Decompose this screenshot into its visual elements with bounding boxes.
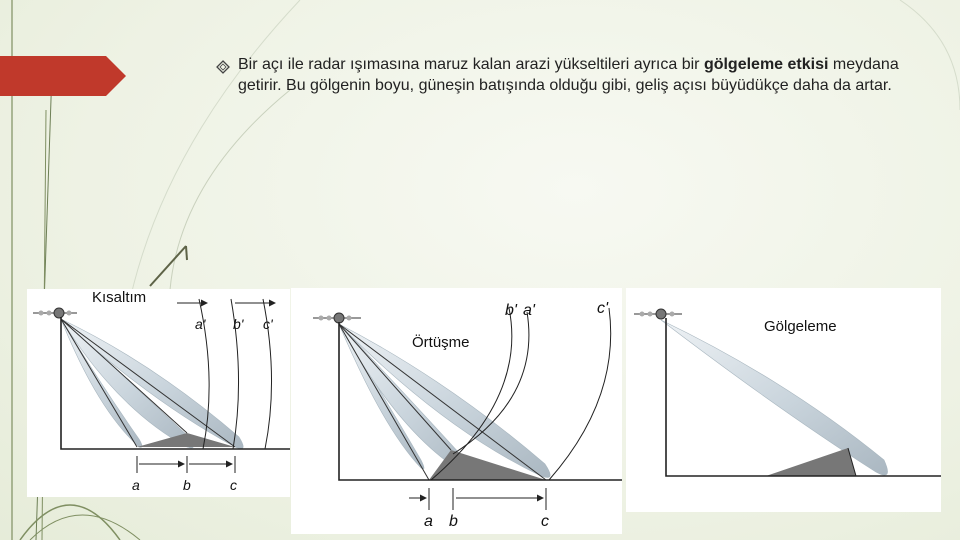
bullet-text: Bir açı ile radar ışımasına maruz kalan arazi yükseltileri ayrıca bir gölgeleme etkisi meydana getirir. Bu gölgenin boyu, güneşin batışında olduğu gibi, geliş açısı büyüdükçe daha da artar. bbox=[238, 56, 899, 94]
label-b-prime: b' bbox=[505, 302, 517, 319]
label-c-prime: c' bbox=[263, 316, 273, 332]
label-b-prime: b' bbox=[233, 316, 244, 332]
antenna-icon bbox=[313, 313, 361, 323]
accent-tab bbox=[0, 56, 126, 96]
figure-title-ortusme: Örtüşme bbox=[412, 334, 470, 351]
label-c: c bbox=[541, 513, 549, 530]
label-b: b bbox=[449, 513, 458, 530]
label-a-prime: a' bbox=[195, 316, 206, 332]
label-c-prime: c' bbox=[597, 300, 609, 317]
diamond-outline-icon bbox=[216, 60, 230, 74]
label-a: a bbox=[424, 513, 433, 530]
antenna-icon bbox=[634, 309, 682, 319]
label-c: c bbox=[230, 477, 237, 493]
figure-title-golgeleme: Gölgeleme bbox=[764, 318, 837, 335]
antenna-icon bbox=[33, 308, 77, 318]
figure-title-kisaltim: Kısaltım bbox=[92, 289, 147, 306]
label-a: a bbox=[132, 477, 140, 493]
label-a-prime: a' bbox=[523, 302, 535, 319]
figure-ortusme bbox=[291, 288, 622, 534]
label-b: b bbox=[183, 477, 191, 493]
figure-kisaltim bbox=[27, 289, 290, 497]
